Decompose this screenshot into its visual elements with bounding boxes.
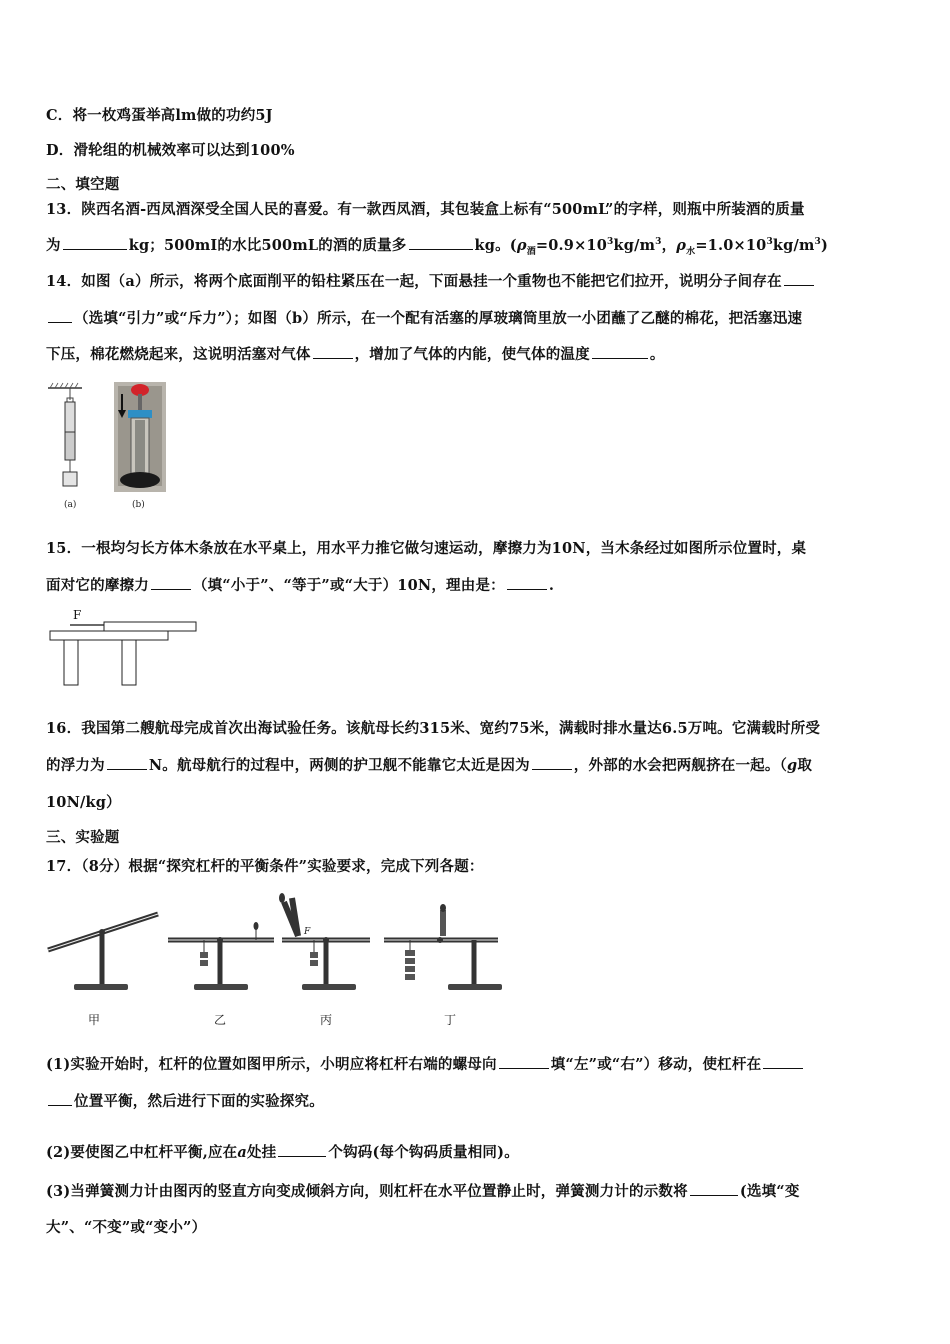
- q17-p1-text-a: (1)实验开始时，杠杆的位置如图甲所示，小明应将杠杆右端的螺母向: [46, 1056, 497, 1073]
- var-a: a: [237, 1144, 247, 1161]
- option-d: [46, 139, 295, 160]
- q17-part3-line1: [46, 1180, 800, 1201]
- rho-water-value: =1.0×10: [695, 237, 767, 254]
- answer-blank[interactable]: [151, 575, 191, 590]
- q17-part1-line2: [46, 1090, 324, 1111]
- option-c: [46, 104, 273, 125]
- q17-p1-text-b: 填“左”或“右”）移动，使杠杆在: [550, 1056, 762, 1073]
- q15-figure: [46, 605, 206, 690]
- q16-line2: [46, 754, 812, 775]
- superscript: 3: [814, 237, 821, 248]
- superscript: 3: [766, 237, 773, 248]
- q14-line3: [46, 343, 665, 364]
- subscript-wine: 酒: [526, 246, 536, 257]
- q17-p3-text-b: (选填“变: [739, 1183, 800, 1200]
- figure-b-caption: (b): [132, 500, 145, 510]
- q17-intro: [46, 855, 484, 876]
- q13-line1: [46, 198, 805, 219]
- rho-symbol: ρ: [676, 237, 687, 254]
- q16-text-2c: ，外部的水会把两舰挤在一起。（: [573, 757, 788, 774]
- q17-p1-text-c: 位置平衡，然后进行下面的实验探究。: [74, 1093, 324, 1110]
- section-title: 二、填空题: [46, 176, 120, 193]
- lever-yi: [168, 922, 274, 1027]
- answer-blank[interactable]: [499, 1054, 549, 1069]
- q16-text-1: 16．我国第二艘航母完成首次出海试验任务。该航母长约315米、宽约75米，满载时排水量达6.5万吨。它满载时所受: [46, 720, 821, 737]
- answer-blank[interactable]: [592, 344, 648, 359]
- q16-text-2d: 取: [797, 757, 813, 774]
- q14-line1: [46, 270, 816, 291]
- q17-p2-text-b: 处挂: [246, 1144, 277, 1161]
- lever-jia: [48, 914, 158, 1027]
- q14-text-1: 14．如图（a）所示，将两个底面削平的铅柱紧压在一起，下面悬挂一个重物也不能把它们拉开，说明分子间存在: [46, 273, 782, 290]
- q15-text-1: 15．一根均匀长方体木条放在水平桌上，用水平力推它做匀速运动，摩擦力为10N，当木条经过如图所示位置时，桌: [46, 540, 807, 557]
- q14-text-2: （选填“引力”或“斥力”）；如图（b）所示，在一个配有活塞的厚玻璃筒里放一小团蘸了乙醚的棉花，把活塞迅速: [74, 310, 803, 327]
- q16-text-3: 10N/kg）: [46, 794, 121, 811]
- subscript-water: 水: [686, 246, 696, 257]
- answer-blank[interactable]: [763, 1054, 803, 1069]
- label-force-f: F: [304, 927, 311, 937]
- unit: kg/m: [772, 237, 815, 254]
- q14-figure: [40, 380, 180, 514]
- option-c-text: C．将一枚鸡蛋举高lm做的功约5J: [46, 107, 273, 124]
- rho-wine-value: =0.9×10: [535, 237, 608, 254]
- superscript: 3: [607, 237, 614, 248]
- q15-line1: [46, 537, 806, 558]
- q13-text-2c: kg。(: [474, 237, 517, 254]
- q14-line2: [46, 307, 802, 328]
- q15-text-2b: （填“小于”、“等于”或“大于）10N，理由是：: [192, 577, 505, 594]
- q13-text-1: 13．陕西名酒-西凤酒深受全国人民的喜爱。有一款西凤酒，其包装盒上标有“500mL”的字样，则瓶中所装酒的质量: [46, 201, 805, 218]
- unit: kg/m: [613, 237, 656, 254]
- q17-p3-text-a: (3)当弹簧测力计由图丙的竖直方向变成倾斜方向，则杠杆在水平位置静止时，弹簧测力计的示数将: [46, 1183, 688, 1200]
- q15-text-2c: .: [548, 577, 555, 594]
- figure-a: [48, 383, 82, 510]
- option-d-text: D．滑轮组的机械效率可以达到100%: [46, 142, 295, 159]
- q14-text-3b: ，增加了气体的内能，使气体的温度: [354, 346, 590, 363]
- table-top: [50, 631, 168, 640]
- q13-text-2a: 为: [46, 237, 61, 254]
- q17-part1-line1: [46, 1053, 805, 1074]
- q17-part3-line2: [46, 1216, 206, 1237]
- q16-text-2b: N。航母航行的过程中，两侧的护卫舰不能靠它太近是因为: [148, 757, 530, 774]
- answer-blank[interactable]: [409, 235, 473, 250]
- label-bing: 丙: [320, 1013, 333, 1027]
- wood-plank: [104, 622, 196, 631]
- answer-blank[interactable]: [784, 271, 814, 286]
- superscript: 3: [655, 237, 662, 248]
- q16-line3: [46, 791, 121, 812]
- section-heading-fill-blank: [46, 173, 120, 194]
- q17-text-intro: 17．（8分）根据“探究杠杆的平衡条件”实验要求，完成下列各题：: [46, 858, 484, 875]
- lever-ding: [384, 904, 502, 1027]
- answer-blank[interactable]: [507, 575, 547, 590]
- answer-blank[interactable]: [48, 1091, 72, 1106]
- answer-blank[interactable]: [313, 344, 353, 359]
- table-leg-left: [64, 640, 78, 685]
- figure-b: [114, 382, 166, 510]
- separator: ，: [661, 237, 677, 254]
- rho-symbol: ρ: [516, 237, 527, 254]
- q17-part2: [46, 1141, 519, 1162]
- close-paren: ): [821, 237, 829, 254]
- q14-text-3a: 下压，棉花燃烧起来，这说明活塞对气体: [46, 346, 311, 363]
- answer-blank[interactable]: [278, 1142, 326, 1157]
- g-symbol: g: [787, 757, 798, 774]
- q15-line2: [46, 574, 554, 595]
- q17-p3-text-c: 大”、“不变”或“变小”）: [46, 1219, 207, 1236]
- label-yi: 乙: [214, 1013, 227, 1027]
- q13-text-2b: kg；500mI的水比500mL的酒的质量多: [128, 237, 407, 254]
- answer-blank[interactable]: [107, 755, 147, 770]
- label-ding: 丁: [444, 1013, 457, 1027]
- force-label: F: [73, 608, 82, 622]
- section-heading-experiment: [46, 826, 120, 847]
- q14-text-3c: 。: [649, 346, 665, 363]
- label-jia: 甲: [88, 1013, 101, 1027]
- q15-text-2a: 面对它的摩擦力: [46, 577, 149, 594]
- q16-line1: [46, 717, 820, 738]
- q17-figure: [44, 888, 514, 1038]
- lever-bing: [279, 893, 370, 1027]
- figure-a-caption: (a): [64, 500, 77, 510]
- q17-p2-text-c: 个钩码(每个钩码质量相同)。: [328, 1144, 519, 1161]
- q13-line2: [46, 234, 828, 257]
- q16-text-2a: 的浮力为: [46, 757, 105, 774]
- section-title: 三、实验题: [46, 829, 120, 846]
- answer-blank[interactable]: [48, 308, 72, 323]
- answer-blank[interactable]: [532, 755, 572, 770]
- table-leg-right: [122, 640, 136, 685]
- answer-blank[interactable]: [63, 235, 127, 250]
- q17-p2-text-a: (2)要使图乙中杠杆平衡,应在: [46, 1144, 238, 1161]
- answer-blank[interactable]: [690, 1181, 738, 1196]
